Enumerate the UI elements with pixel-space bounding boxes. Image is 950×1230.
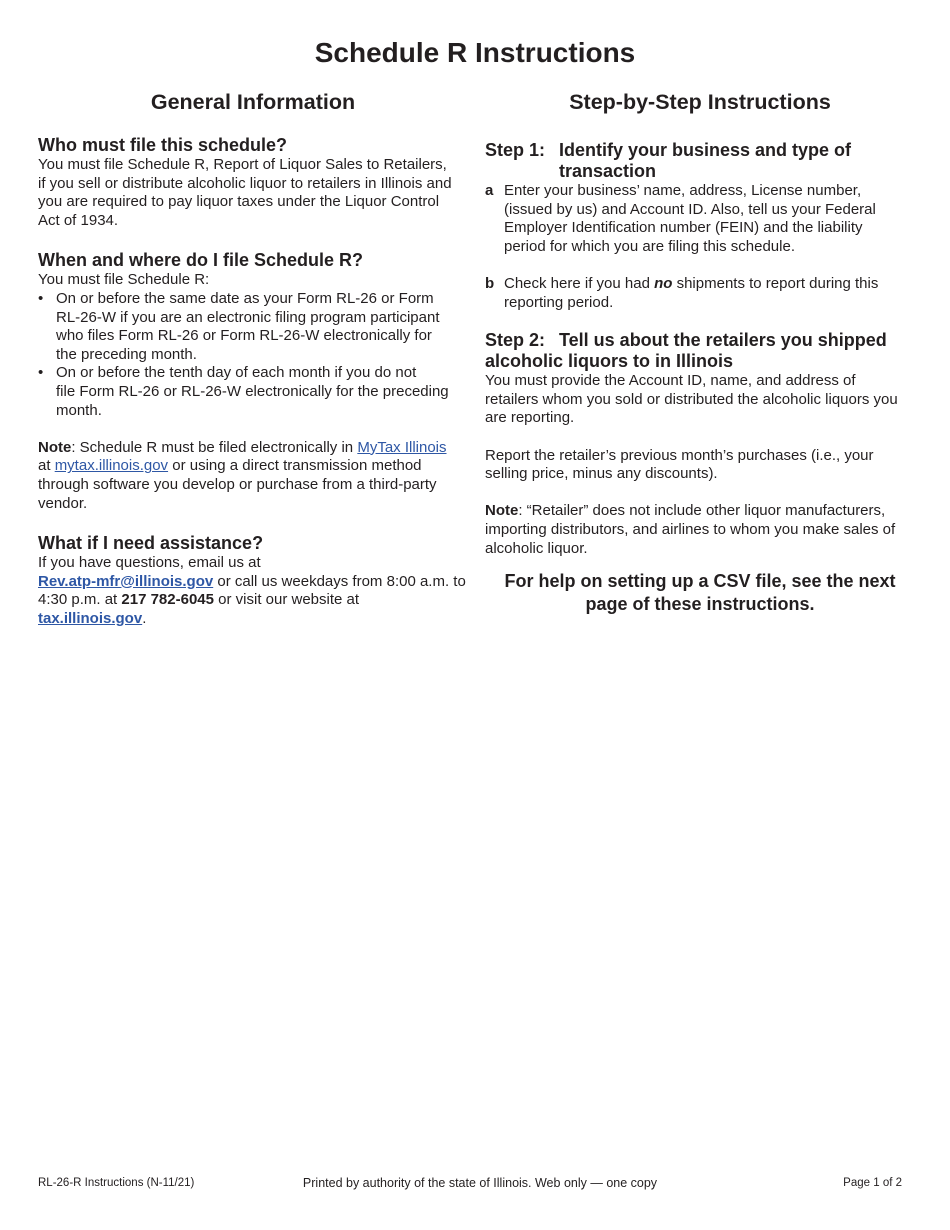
text-line: Check here if you had [504, 274, 655, 292]
text-line: If you have questions, email us at [38, 554, 261, 572]
when-intro: You must file Schedule R: [38, 271, 210, 289]
step2-title: Tell us about the retailers you shipped [559, 330, 887, 351]
step2-heading [485, 330, 915, 372]
text-line: : “Retailer” does not include other liquor manufacturers, [518, 502, 886, 520]
note-text: : Schedule R must be filed electronically in [71, 438, 358, 456]
text-line: Enter your business’ name, address, License number, [504, 182, 862, 199]
website-link[interactable]: tax.illinois.gov [38, 609, 143, 627]
text-line: You must file Schedule R, Report of Liquor Sales to Retailers, [38, 156, 447, 173]
general-information-heading: General Information [150, 90, 356, 114]
text-line: or call us weekdays from 8:00 a.m. to [213, 572, 466, 590]
text-line: reporting period. [504, 293, 614, 311]
text-line: Act of 1934. [38, 211, 119, 229]
csv-help-note [485, 570, 915, 616]
text-line: retailers whom you sold or distributed the alcoholic liquors you [485, 390, 898, 408]
step2-title: alcoholic liquors to in Illinois [485, 351, 734, 372]
text-line: you are required to pay liquor taxes under the Liquor Control [38, 193, 440, 211]
item-letter: b [485, 274, 495, 292]
text-line: if you sell or distribute alcoholic liquor to retailers in Illinois and [38, 174, 452, 192]
text-line: selling price, minus any discounts). [485, 465, 718, 483]
text-line: importing distributors, and airlines to whom you make sales of [485, 520, 896, 538]
footer-form-id: RL-26-R Instructions (N-11/21) [38, 1177, 195, 1189]
text-line: You must provide the Account ID, name, and address of [485, 372, 856, 390]
step1-item-a [485, 182, 915, 256]
note-text: at [38, 457, 55, 475]
text-line: 4:30 p.m. at [38, 591, 122, 609]
retailer-note [485, 502, 915, 558]
list-item [38, 290, 468, 364]
page-title: Schedule R Instructions [314, 37, 636, 68]
text-line: Identify your business and type of [559, 140, 852, 160]
footer-authority: Printed by authority of the state of Illinois. Web only — one copy [302, 1176, 658, 1190]
step-by-step-heading: Step-by-Step Instructions [569, 90, 831, 114]
step1-item-b [485, 275, 915, 312]
note-label: Note [485, 502, 519, 520]
text-line: RL-26-W if you are an electronic filing program participant [56, 308, 440, 326]
step2-number: Step 2: [485, 330, 546, 351]
mytax-url-link[interactable]: mytax.illinois.gov [54, 457, 169, 475]
text-line: alcoholic liquor. [485, 539, 588, 557]
text-line: who files Form RL-26 or Form RL-26-W electronically for [56, 327, 432, 345]
text-line: page of these instructions. [585, 594, 815, 615]
note-label: Note [38, 438, 72, 456]
item-text [504, 182, 915, 256]
text-line: shipments to report during this [672, 274, 879, 292]
text-line: For help on setting up a CSV file, see the next [504, 571, 896, 592]
mytax-illinois-link[interactable]: MyTax Illinois [357, 438, 447, 456]
note-text: through software you develop or purchase from a third-party [38, 475, 437, 493]
assistance-text [38, 554, 468, 628]
text-line: On or before the same date as your Form RL-26 or Form [56, 289, 434, 307]
text-line: Employer Identification number (FEIN) and the liability [504, 219, 863, 237]
electronic-filing-note [38, 439, 468, 513]
step1-number: Step 1: [485, 140, 546, 160]
footer-page-number: Page 1 of 2 [843, 1177, 902, 1189]
text-line: Report the retailer’s previous month’s purchases (i.e., your [485, 446, 874, 464]
email-link[interactable]: Rev.atp-mfr@illinois.gov [38, 572, 214, 590]
step1-title [559, 140, 915, 182]
text-line: (issued by us) and Account ID. Also, tell us your Federal [504, 200, 876, 218]
step1-heading [485, 140, 915, 182]
text-line: transaction [559, 161, 657, 181]
filing-deadline-list [38, 290, 468, 420]
emphasis-no: no [654, 274, 673, 292]
step-by-step-column [485, 88, 915, 616]
phone-number: 217 782-6045 [121, 591, 214, 609]
when-where-heading: When and where do I file Schedule R? [38, 250, 364, 271]
text-line: or visit our website at [213, 591, 360, 609]
text-line: are reporting. [485, 409, 575, 427]
text-line: On or before the tenth day of each month if you do not [56, 364, 417, 382]
bullet-icon: • [38, 289, 44, 307]
who-must-file-heading: Who must file this schedule? [38, 135, 288, 155]
step2-paragraph-2 [485, 447, 915, 484]
note-text: or using a direct transmission method [168, 457, 422, 475]
who-must-file-text [38, 156, 468, 230]
text-line: file Form RL-26 or RL-26-W electronically for the preceding [56, 382, 449, 400]
bullet-icon: • [38, 364, 44, 382]
text-line: month. [56, 401, 102, 419]
text-line: . [142, 609, 147, 627]
item-text [504, 275, 915, 312]
item-letter: a [485, 182, 494, 199]
assistance-heading: What if I need assistance? [38, 533, 264, 554]
list-item [38, 364, 468, 420]
general-information-column [38, 88, 468, 628]
step2-paragraph-1 [485, 372, 915, 428]
text-line: the preceding month. [56, 345, 197, 363]
text-line: period for which you are filing this schedule. [504, 237, 795, 255]
note-text: vendor. [38, 494, 88, 512]
